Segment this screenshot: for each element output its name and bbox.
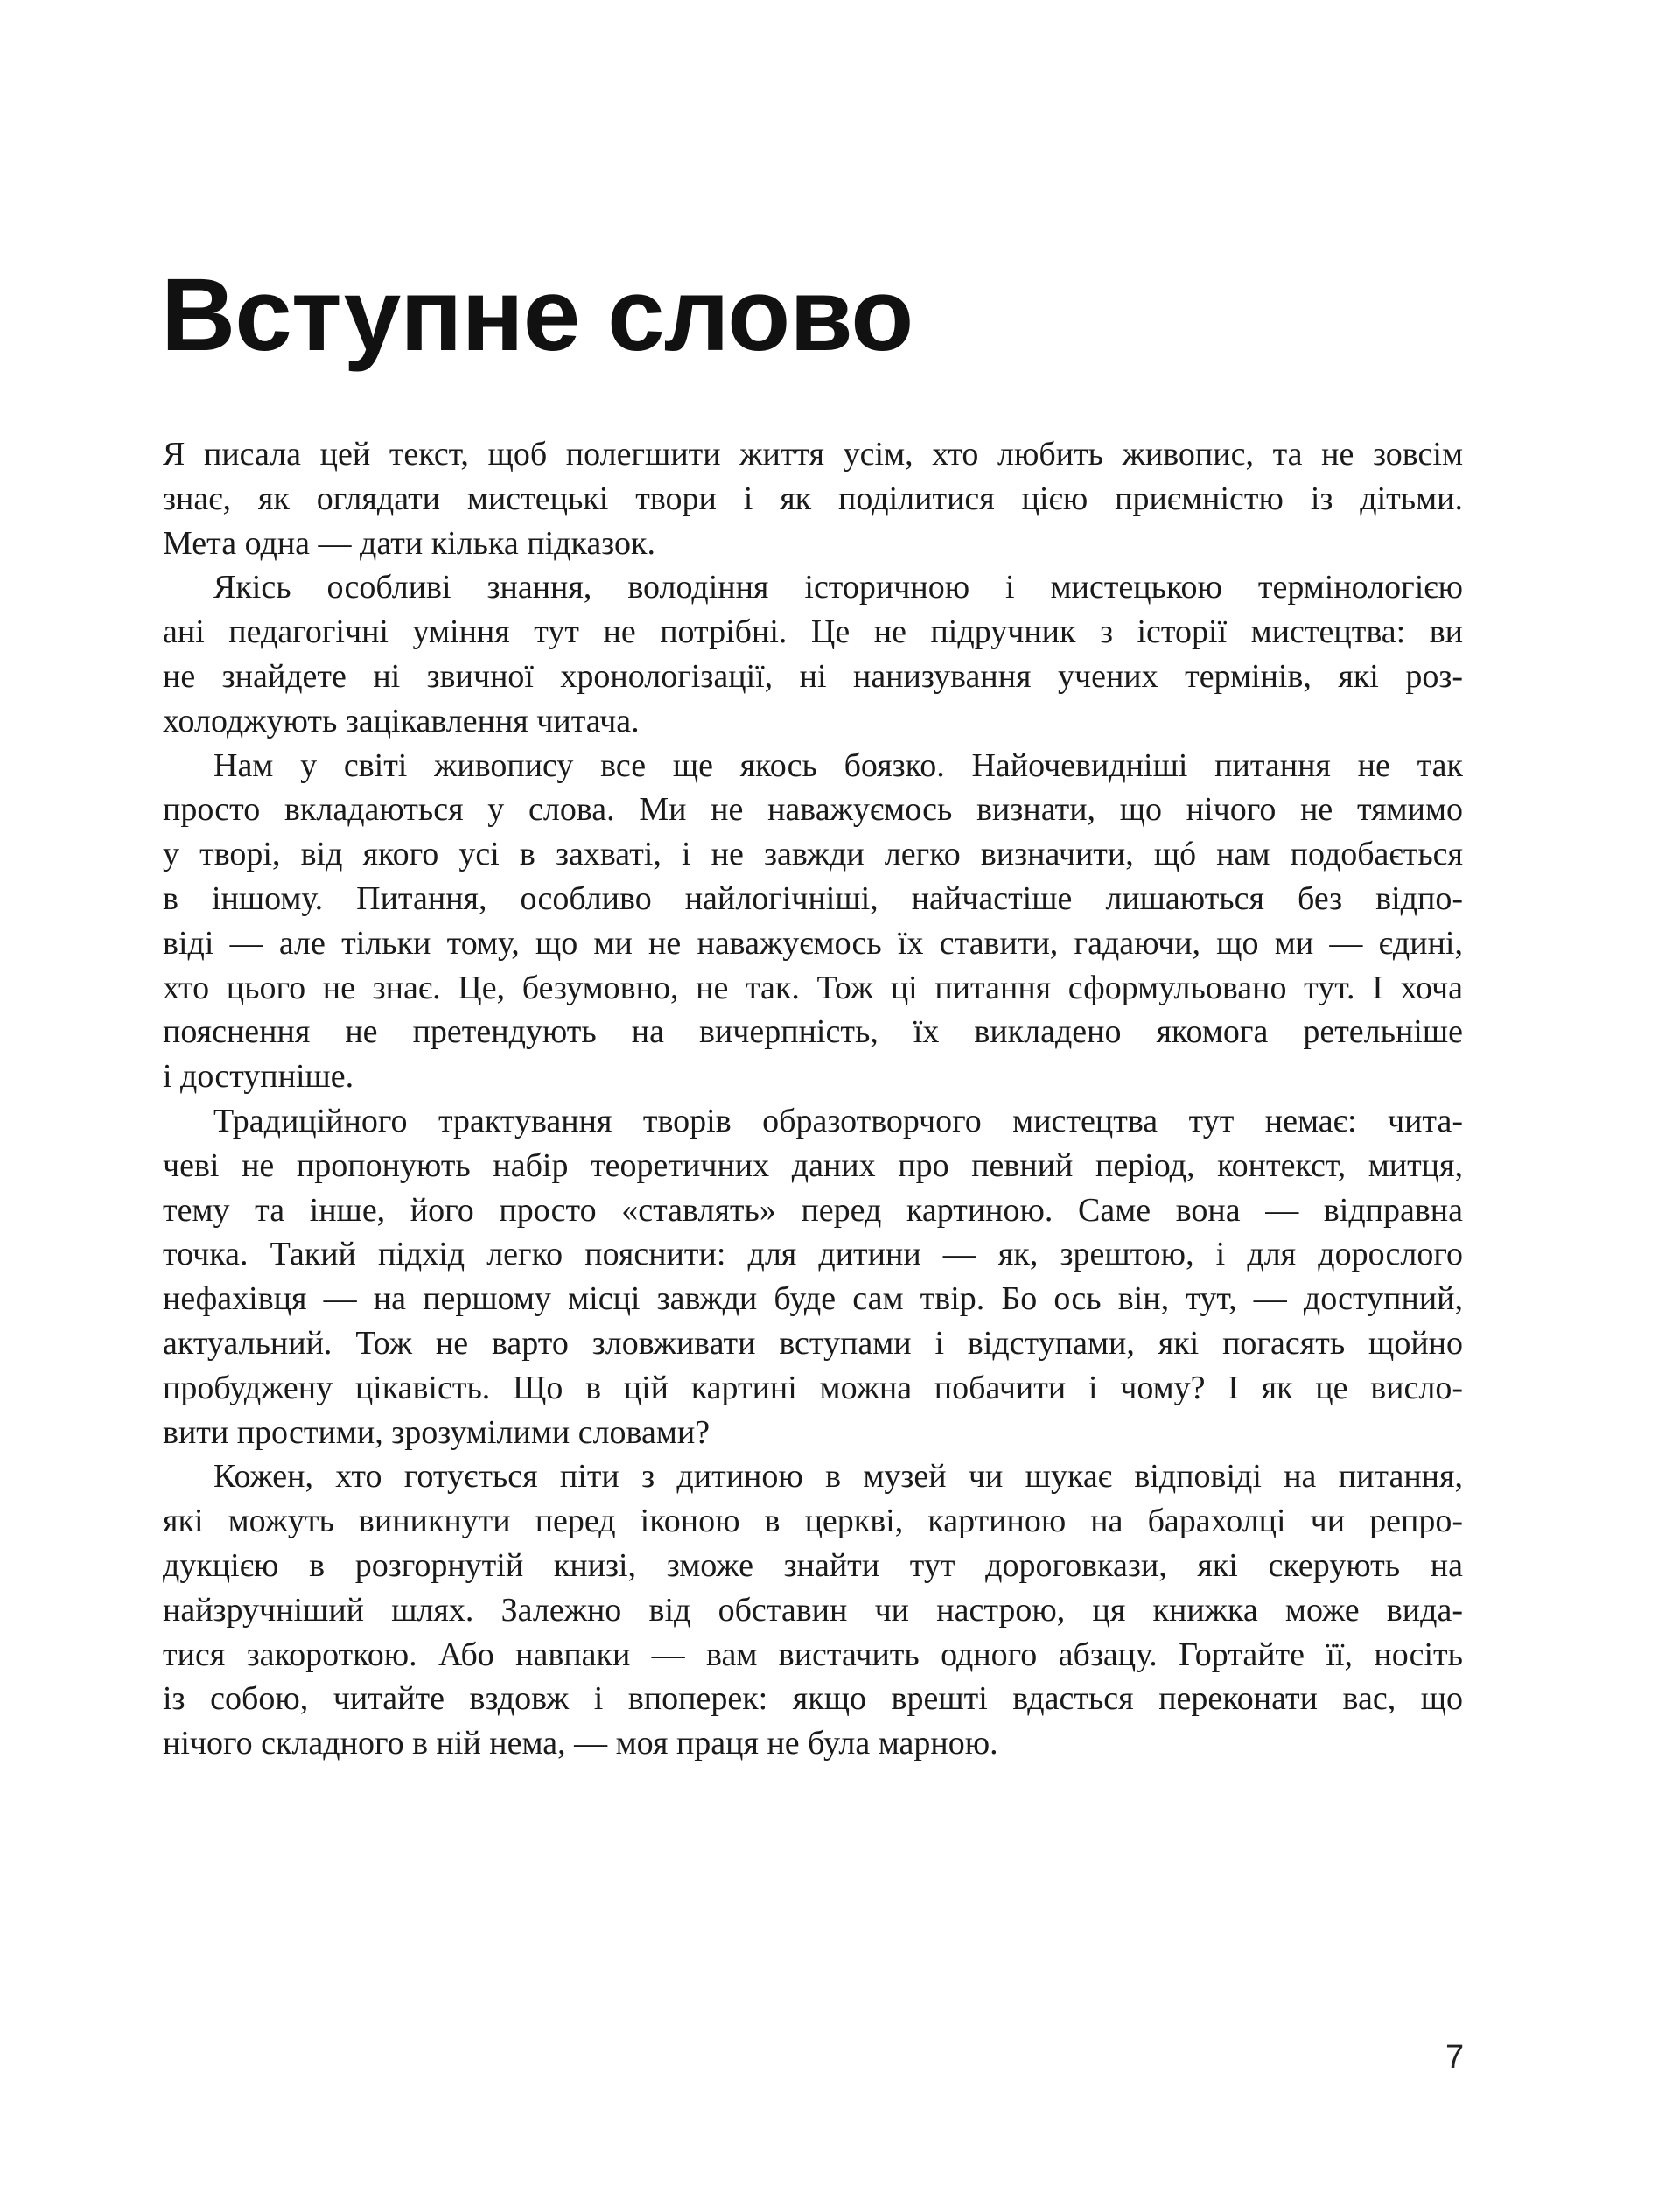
text-line: віді — але тільки тому, що ми не наважуємось їх ставити, гадаючи, що ми — єдині, <box>163 924 1463 962</box>
text-line: тися закороткою. Або навпаки — вам вистачить одного абзацу. Гортайте її, носіть <box>163 1636 1463 1673</box>
text-line: точка. Такий підхід легко пояснити: для дитини — як, зрештою, і для дорослого <box>163 1236 1463 1273</box>
text-line: чеві не пропонують набір теоретичних даних про певний період, контекст, митця, <box>163 1146 1463 1184</box>
paragraph <box>163 565 1463 743</box>
text-line: із собою, читайте вздовж і впоперек: якщо врешті вдасться переконати вас, що <box>163 1680 1463 1718</box>
text-line: які можуть виникнути перед іконою в церкві, картиною на барахолці чи репро- <box>163 1503 1463 1540</box>
text-line: Я писала цей текст, щоб полегшити життя усім, хто любить живопис, та не зовсім <box>163 436 1463 473</box>
text-line: у творі, від якого усі в захваті, і не завжди легко визначити, щó нам подобається <box>163 836 1463 873</box>
paragraph <box>163 1099 1463 1454</box>
body-text <box>163 432 1463 1766</box>
text-line: пояснення не претендують на вичерпність, їх викладено якомога ретельніше <box>163 1013 1463 1051</box>
text-line: Кожен, хто готується піти з дитиною в музей чи шукає відповіді на питання, <box>214 1458 1463 1496</box>
text-line: нічого складного в ній нема, — моя праця не була марною. <box>163 1725 998 1762</box>
paragraph <box>163 1454 1463 1766</box>
text-line: актуальний. Тож не варто зловживати вступами і відступами, які погасять щойно <box>163 1324 1463 1362</box>
page-title: Вступне слово <box>161 257 914 374</box>
text-line: хто цього не знає. Це, безумовно, не так. Тож ці питання сформульовано тут. І хоча <box>163 969 1463 1006</box>
paragraph <box>163 744 1463 1099</box>
page-number: 7 <box>1446 2039 1465 2076</box>
text-line: Якісь особливі знання, володіння історичною і мистецькою термінологією <box>214 569 1463 606</box>
text-line: знає, як оглядати мистецькі твори і як поділитися цією приємністю із дітьми. <box>163 480 1463 517</box>
text-line: в іншому. Питання, особливо найлогічніші, найчастіше лишаються без відпо- <box>163 879 1463 917</box>
text-line: холоджують зацікавлення читача. <box>163 702 640 739</box>
text-line: Нам у світі живопису все ще якось боязко. Найочевидніші питання не так <box>214 746 1463 784</box>
text-line: тему та інше, його просто «ставлять» перед картиною. Саме вона — відправна <box>163 1191 1463 1229</box>
text-line: просто вкладаються у слова. Ми не наважуємось визнати, що нічого не тямимо <box>163 791 1463 829</box>
text-line: ані педагогічні уміння тут не потрібні. Це не підручник з історії мистецтва: ви <box>163 613 1463 651</box>
text-line: вити простими, зрозумілими словами? <box>163 1413 710 1451</box>
text-line: Мета одна — дати кілька підказок. <box>163 524 655 562</box>
text-line: і доступніше. <box>163 1058 354 1096</box>
text-line: пробуджену цікавість. Що в цій картині можна побачити і чому? І як це висло- <box>163 1369 1463 1406</box>
text-line: дукцією в розгорнутій книзі, зможе знайти тут дороговкази, які скерують на <box>163 1546 1463 1584</box>
paragraph <box>163 432 1463 565</box>
text-line: нефахівця — на першому місці завжди буде сам твір. Бо ось він, тут, — доступний, <box>163 1280 1463 1318</box>
text-line: не знайдете ні звичної хронологізації, ні нанизування учених термінів, які роз- <box>163 657 1463 695</box>
text-line: найзручніший шлях. Залежно від обставин чи настрою, ця книжка може вида- <box>163 1591 1463 1629</box>
text-line: Традиційного трактування творів образотворчого мистецтва тут немає: чита- <box>214 1102 1463 1139</box>
